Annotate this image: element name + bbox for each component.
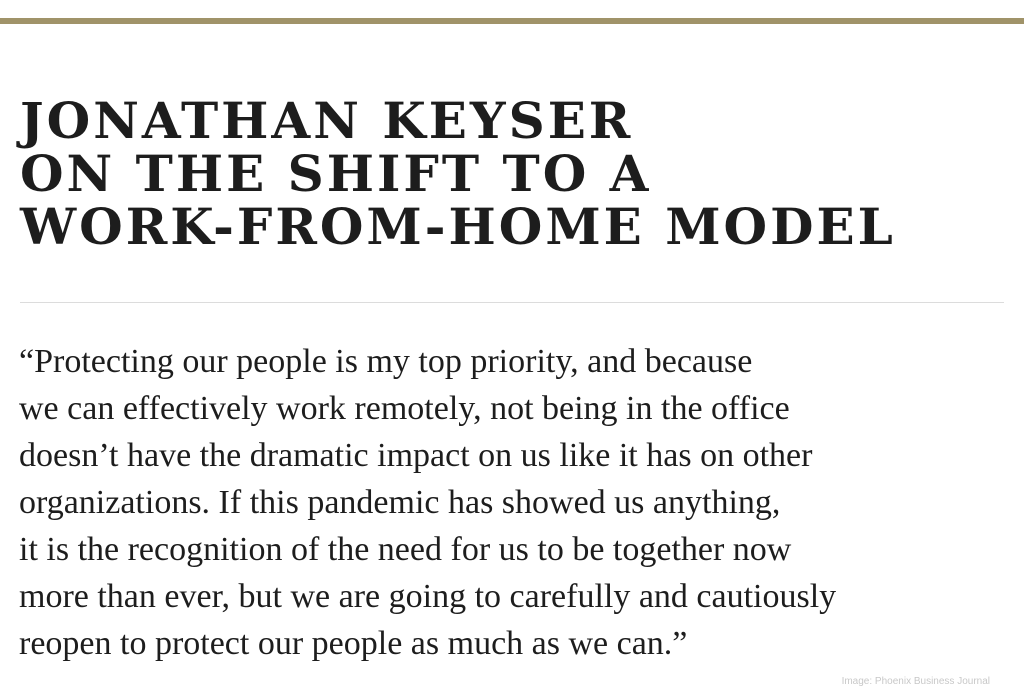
headline-line: WORK-FROM-HOME MODEL bbox=[20, 197, 896, 256]
top-accent-rule bbox=[0, 18, 1024, 24]
headline bbox=[20, 91, 1010, 256]
image-credit: Image: Phoenix Business Journal bbox=[841, 676, 990, 687]
quote-line: more than ever, but we are going to carefully and cautiously bbox=[19, 578, 837, 615]
quote-line: doesn’t have the dramatic impact on us like it has on other bbox=[19, 437, 813, 474]
quote-line: “Protecting our people is my top priority, and because bbox=[19, 343, 753, 380]
quote-line: organizations. If this pandemic has showed us anything, bbox=[19, 484, 781, 521]
headline-line: JONATHAN KEYSER bbox=[20, 91, 634, 150]
quote-line: reopen to protect our people as much as we can.” bbox=[19, 625, 688, 662]
section-divider bbox=[20, 302, 1004, 303]
quote-line: it is the recognition of the need for us to be together now bbox=[19, 531, 792, 568]
pull-quote bbox=[19, 338, 1009, 667]
quote-line: we can effectively work remotely, not being in the office bbox=[19, 390, 790, 427]
headline-line: ON THE SHIFT TO A bbox=[20, 144, 652, 203]
